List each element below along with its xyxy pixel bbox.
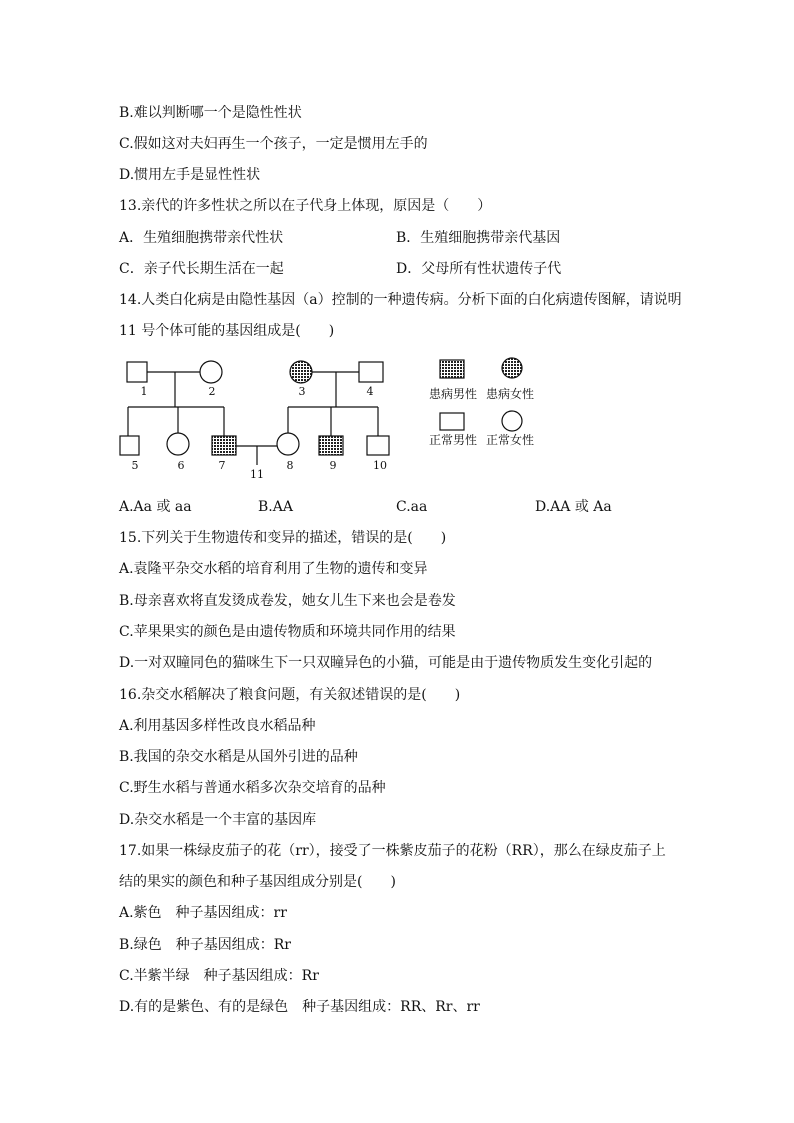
q14-stem-line1: 14.人类白化病是由隐性基因（a）控制的一种遗传病。分析下面的白化病遗传图解，请说明 <box>119 292 682 308</box>
legend-normal-female-label: 正常女性 <box>486 433 535 447</box>
label-7: 7 <box>218 459 226 472</box>
label-5: 5 <box>131 459 139 472</box>
label-1: 1 <box>140 385 148 398</box>
legend-normal-male-symbol <box>440 413 464 430</box>
label-11: 11 <box>250 468 264 480</box>
label-3: 3 <box>298 385 306 398</box>
q17-option-d: D.有的是紫色、有的是绿色 种子基因组成：RR、Rr、rr <box>119 999 480 1015</box>
q12-option-d: D.惯用左手是显性性状 <box>119 167 261 183</box>
q16-option-c: C.野生水稻与普通水稻多次杂交培育的品种 <box>119 780 386 796</box>
q17-option-c: C.半紫半绿 种子基因组成：Rr <box>119 968 319 984</box>
individual-5-normal-male <box>120 436 139 455</box>
individual-10-normal-male <box>367 436 389 455</box>
q14-option-c: C.aa <box>396 499 428 515</box>
individual-4-normal-male <box>359 362 383 382</box>
q12-option-c: C.假如这对夫妇再生一个孩子，一定是惯用左手的 <box>119 136 428 152</box>
individual-2-normal-female <box>200 361 222 383</box>
individual-8-normal-female <box>277 433 299 455</box>
q15-option-b: B.母亲喜欢将直发烫成卷发，她女儿生下来也会是卷发 <box>119 593 456 609</box>
legend-normal-male-label: 正常男性 <box>429 433 478 447</box>
legend-affected-female-label: 患病女性 <box>486 387 535 401</box>
individual-3-affected-female <box>290 361 312 383</box>
q16-option-a: A.利用基因多样性改良水稻品种 <box>119 718 316 734</box>
label-4: 4 <box>366 385 374 398</box>
legend-affected-male-label: 患病男性 <box>429 387 478 401</box>
q15-stem: 15.下列关于生物遗传和变异的描述，错误的是( ) <box>119 530 447 546</box>
q14-option-b: B.AA <box>258 499 293 515</box>
q16-option-d: D.杂交水稻是一个丰富的基因库 <box>119 812 317 828</box>
q13-option-d: D．父母所有性状遗传子代 <box>396 261 562 277</box>
q15-option-a: A.袁隆平杂交水稻的培育利用了生物的遗传和变异 <box>119 561 428 577</box>
pedigree-diagram <box>118 355 558 480</box>
q16-option-b: B.我国的杂交水稻是从国外引进的品种 <box>119 749 358 765</box>
label-10: 10 <box>373 459 387 472</box>
q14-option-a: A.Aa 或 aa <box>119 499 192 515</box>
q13-stem: 13.亲代的许多性状之所以在子代身上体现，原因是（ ） <box>119 198 492 214</box>
label-2: 2 <box>208 385 216 398</box>
legend-affected-male-symbol <box>440 360 464 378</box>
q15-option-d: D.一对双瞳同色的猫咪生下一只双瞳异色的小猫，可能是由于遗传物质发生变化引起的 <box>119 655 653 671</box>
q14-option-d: D.AA 或 Aa <box>535 499 612 515</box>
individual-6-normal-female <box>167 433 189 455</box>
q15-option-c: C.苹果果实的颜色是由遗传物质和环境共同作用的结果 <box>119 624 456 640</box>
legend-affected-female-symbol <box>502 358 522 378</box>
individual-9-affected-male <box>319 436 343 455</box>
q13-option-a: A．生殖细胞携带亲代性状 <box>119 230 284 246</box>
label-6: 6 <box>177 459 185 472</box>
q17-stem-line1: 17.如果一株绿皮茄子的花（rr），接受了一株紫皮茄子的花粉（RR），那么在绿皮茄子上 <box>119 843 666 859</box>
q17-stem-line2: 结的果实的颜色和种子基因组成分别是( ) <box>119 874 396 890</box>
legend-normal-female-symbol <box>502 411 522 431</box>
q13-option-c: C．亲子代长期生活在一起 <box>119 261 284 277</box>
q12-option-b: B.难以判断哪一个是隐性性状 <box>119 105 302 121</box>
individual-1-normal-male <box>127 362 147 382</box>
label-8: 8 <box>286 459 294 472</box>
individual-7-affected-male <box>212 436 236 455</box>
q13-option-b: B．生殖细胞携带亲代基因 <box>396 230 561 246</box>
label-9: 9 <box>329 459 337 472</box>
q17-option-b: B.绿色 种子基因组成：Rr <box>119 937 291 953</box>
q14-stem-line2: 11 号个体可能的基因组成是( ) <box>119 323 335 339</box>
q17-option-a: A.紫色 种子基因组成：rr <box>119 905 287 921</box>
q16-stem: 16.杂交水稻解决了粮食问题，有关叙述错误的是( ) <box>119 687 461 703</box>
